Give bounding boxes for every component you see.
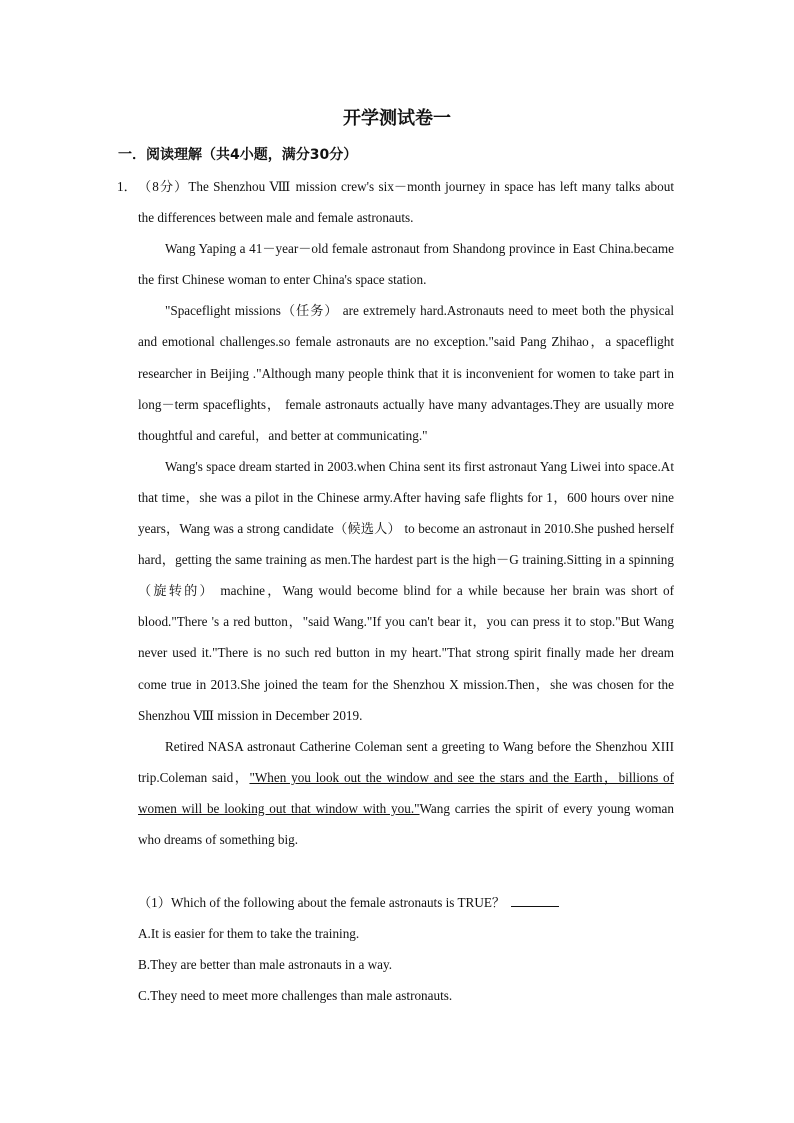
option-a: A.It is easier for them to take the training. — [138, 926, 360, 941]
reading-passage — [138, 171, 674, 855]
passage-paragraph-3: "Spaceflight missions（任务） are extremely hard.Astronauts need to meet both the physical and emotional challenges.so female astronauts are no exception."said Pang Zhihao，a spaceflight researcher in Beijing ."Although many people think that it is inconvenient for women to take part in long－term spaceflights， female astronauts actually have many advantages.They are usually more thoughtful and careful，and better at communicating." — [138, 303, 674, 443]
paragraph-5-intro: Retired NASA astronaut Catherine Coleman sent a greeting to Wang before the Shenzhou XIII trip.Coleman said， — [138, 738, 674, 785]
section-heading: 一．阅读理解（共4小题，满分30分） — [118, 147, 358, 163]
option-b: B.They are better than male astronauts in a way. — [138, 957, 393, 972]
sub-question-text: （1）Which of the following about the female astronauts is TRUE？ — [138, 895, 506, 910]
passage-paragraph-5 — [138, 731, 674, 855]
sub-question-stem — [138, 887, 674, 918]
passage-paragraph-1: （8分）The Shenzhou Ⅷ mission crew's six－month journey in space has left many talks about the differences between male and female astronauts. — [138, 179, 674, 226]
option-c: C.They need to meet more challenges than male astronauts. — [138, 988, 453, 1003]
page-title: 开学测试卷一 — [343, 108, 451, 129]
question-number: 1． — [117, 179, 137, 194]
underlined-quote: "When you look out the window and see the stars and the Earth，billions of women will be looking out that window with you." — [138, 769, 674, 816]
passage-paragraph-4: Wang's space dream started in 2003.when China sent its first astronaut Yang Liwei into space.At that time，she was a pilot in the Chinese army.After having safe flights for 1，600 hours over nine years，Wang was a strong candidate（候选人） to become an astronaut in 2010.She pushed herself hard，getting the same training as men.The hardest part is the high－G training.Sitting in a spinning（旋转的） machine，Wang would become blind for a while because her brain was short of blood."There 's a red button，"said Wang."If you can't bear it，you can press it to stop."But Wang never used it."There is no such red button in my heart."That strong spirit finally made her dream come true in 2013.She joined the team for the Shenzhou X mission.Then，she was chosen for the Shenzhou Ⅷ mission in December 2019. — [138, 458, 674, 723]
paragraph-5-ending: Wang carries the spirit of every young woman who dreams of something big. — [138, 800, 674, 847]
sub-question-block — [138, 887, 674, 1011]
answer-blank[interactable] — [511, 892, 559, 907]
passage-paragraph-2: Wang Yaping a 41－year－old female astronaut from Shandong province in East China.became the first Chinese woman to enter China's space station. — [138, 241, 674, 288]
